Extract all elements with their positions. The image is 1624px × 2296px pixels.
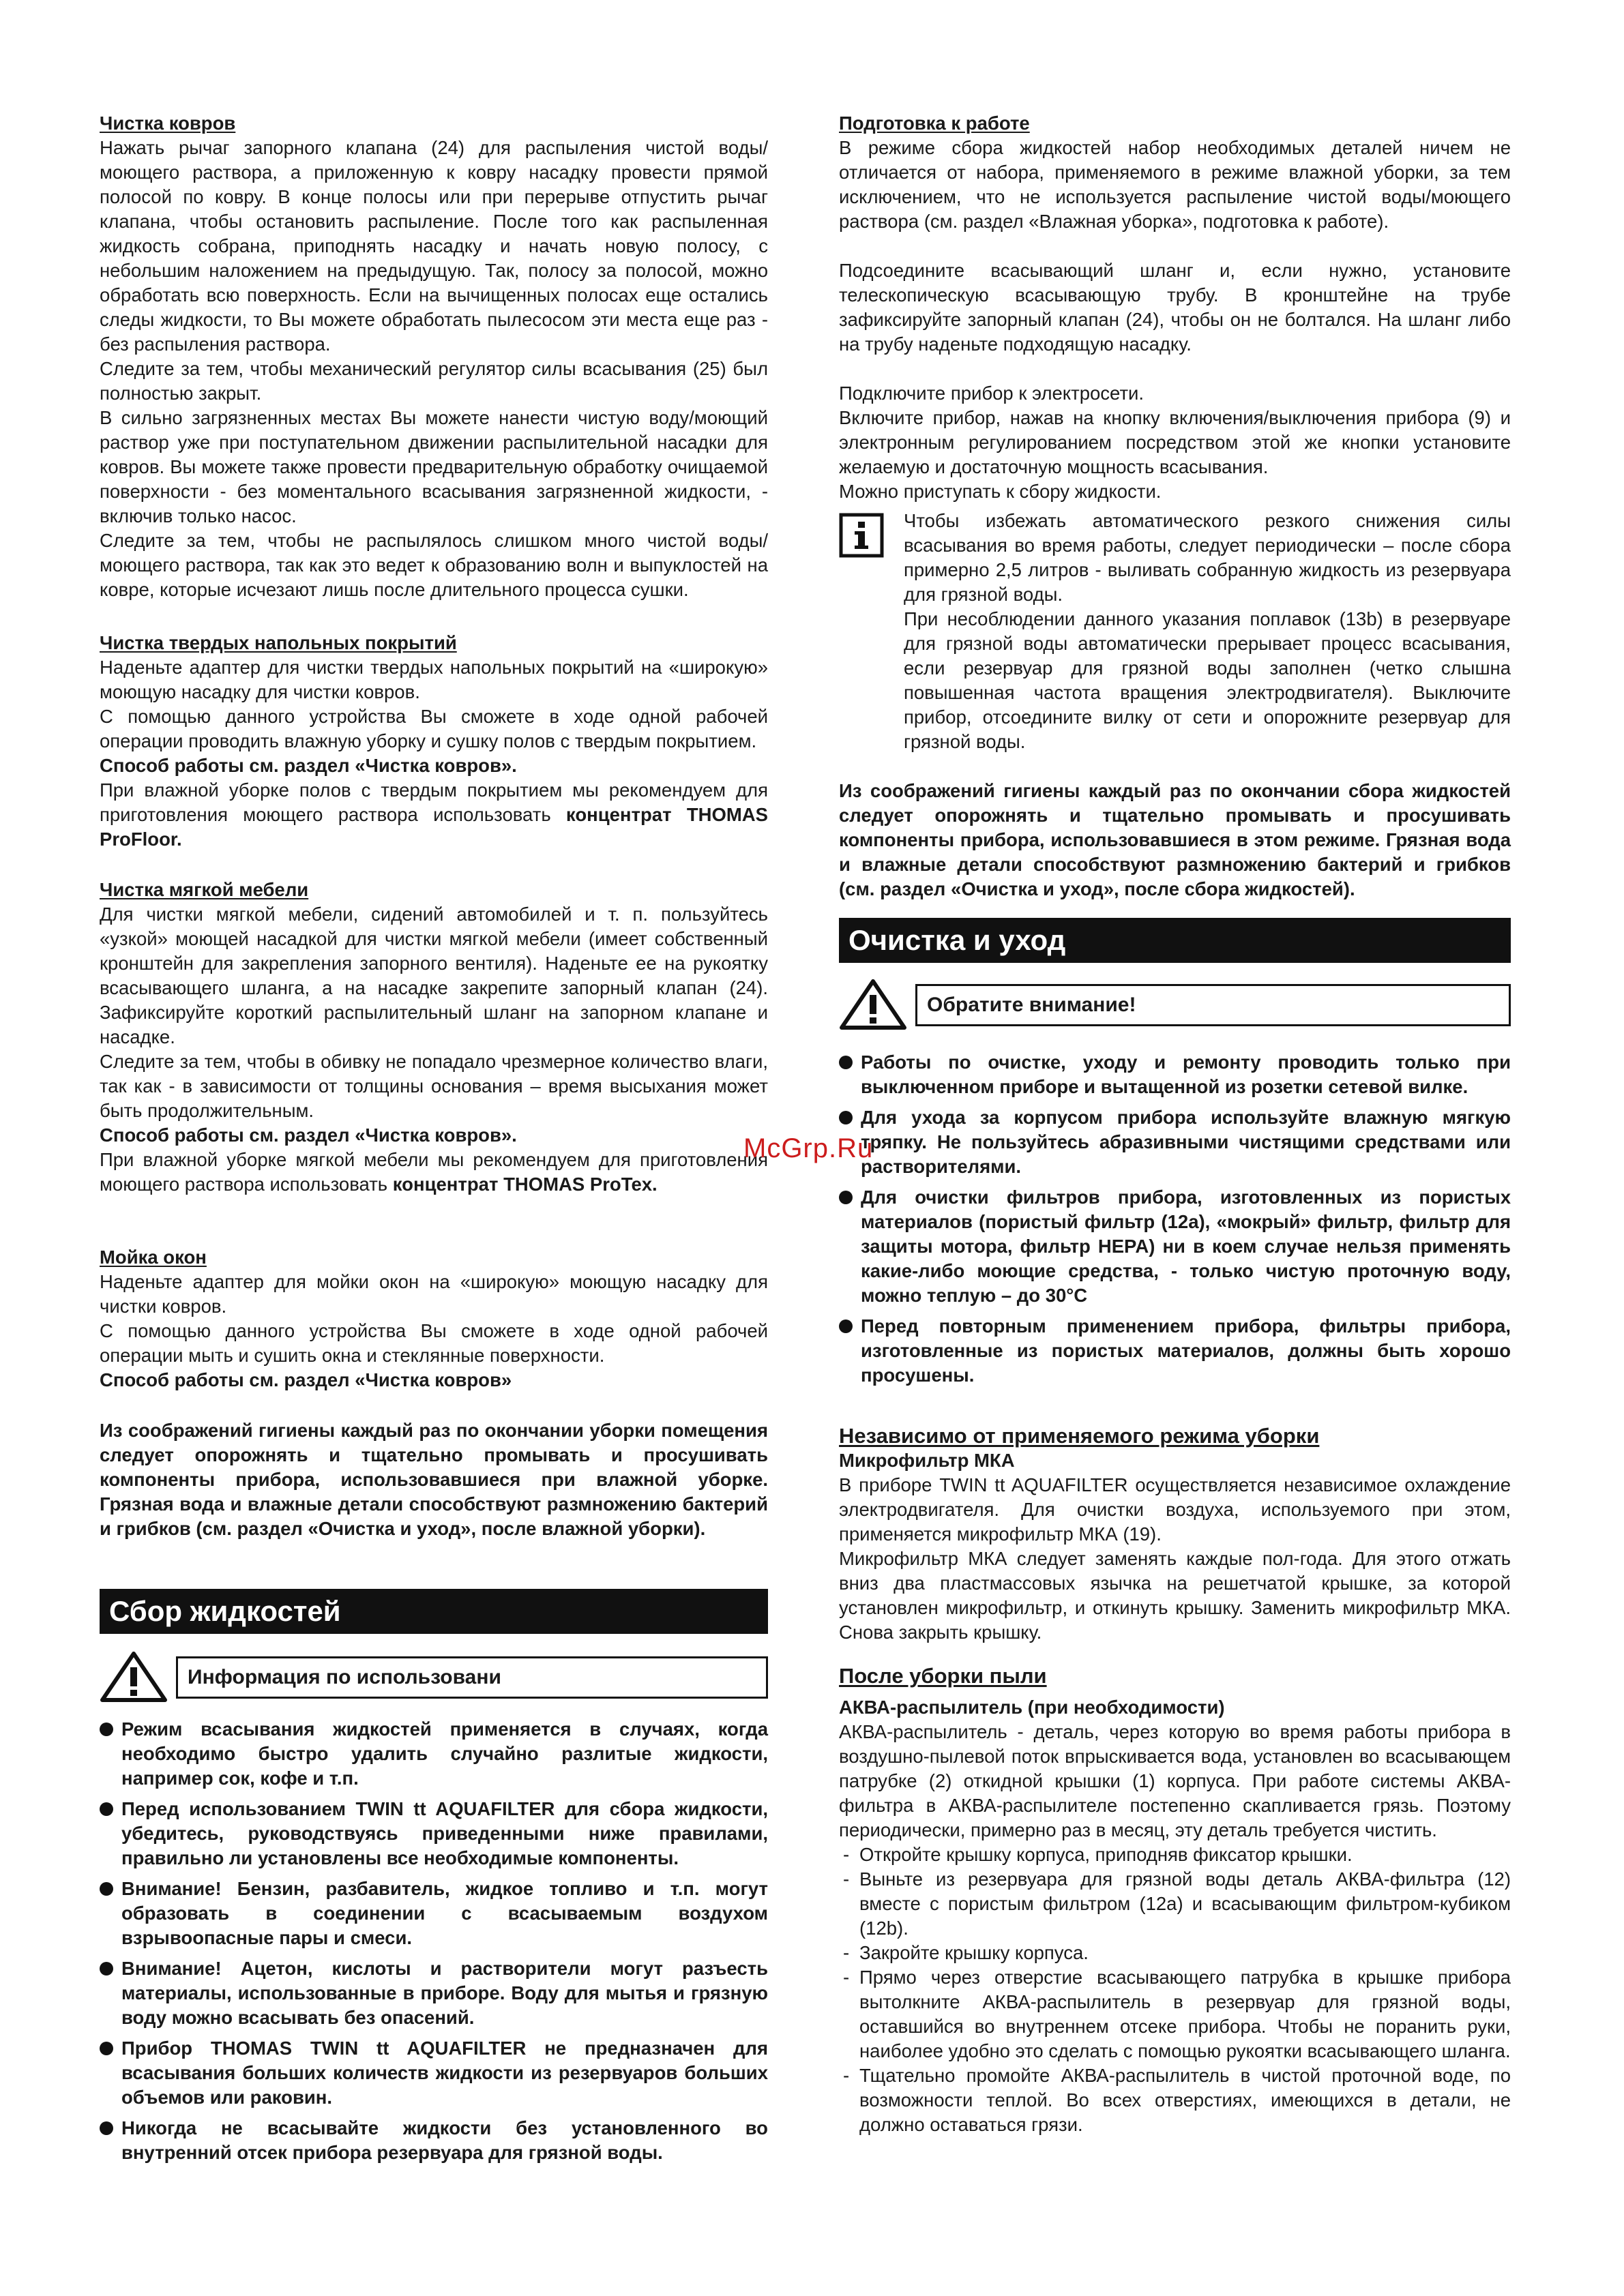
product-name: концентрат THOMAS ProFloor. — [100, 804, 768, 850]
list-item-text: Прибор THOMAS TWIN tt AQUAFILTER не предназначен для всасывания больших количеств жидкости из резервуаров больших объемов или раковин. — [121, 2038, 768, 2108]
paragraph-text: При влажной уборке полов с твердым покрытием мы рекомендуем для приготовления моющего раствора использовать — [100, 779, 768, 825]
list-item — [839, 1965, 1511, 2063]
paragraph: Наденьте адаптер для мойки окон на «широкую» моющую насадку для чистки ковров. — [100, 1271, 768, 1317]
paragraph: С помощью данного устройства Вы сможете в ходе одной рабочей операции мыть и сушить окна и стеклянные поверхности. — [100, 1320, 768, 1366]
section-heading: Подготовка к работе — [839, 113, 1030, 134]
info-note — [839, 509, 1511, 754]
warning-label: Информация по использовани — [176, 1656, 768, 1699]
bullet-icon — [100, 1962, 113, 1976]
warning-triangle-icon — [100, 1651, 168, 1703]
method-note: Способ работы см. раздел «Чистка ковров» — [100, 1369, 512, 1390]
list-item — [839, 1941, 1511, 1965]
paragraph-text: При влажной уборке мягкой мебели мы рекомендуем для приготовления моющего раствора использовать — [100, 1149, 768, 1195]
list-item — [839, 1314, 1511, 1388]
list-item — [100, 1956, 768, 2030]
method-note: Способ работы см. раздел «Чистка ковров». — [100, 755, 517, 776]
paragraph: Подсоедините всасывающий шланг и, если нужно, установите телескопическую всасывающую трубу. В кронштейне на трубе зафиксируйте запорный клапан (24), чтобы он не болтался. На шланг либо на трубу наденьте подходящую насадку. — [839, 260, 1511, 355]
paragraph: Включите прибор, нажав на кнопку включения/выключения прибора (9) и электронным регулированием посредством этой же кнопки установите желаемую и достаточную мощность всасывания. — [839, 407, 1511, 477]
steps-list — [839, 1843, 1511, 2137]
upholstery-section — [100, 878, 768, 1197]
list-item — [100, 1717, 768, 1791]
dash-marker: - — [843, 2065, 850, 2086]
care-warning — [839, 979, 1511, 1030]
bullet-icon — [839, 1056, 853, 1069]
section-heading: Мойка окон — [100, 1247, 207, 1268]
independent-mode-section — [839, 1424, 1511, 1645]
hygiene-note: Из соображений гигиены каждый раз по окончании уборки помещения следует опорожнять и тщательно промывать и просушивать компоненты прибора, использовавшиеся при влажной уборке. Грязная вода и влажные детали способствуют размножению бактерий и грибков (см. раздел «Очистка и уход», после влажной уборки). — [100, 1420, 768, 1539]
bullet-icon — [100, 2121, 113, 2135]
list-item — [839, 1050, 1511, 1099]
hard-floor-section — [100, 631, 768, 852]
paragraph: Чтобы избежать автоматического резкого снижения силы всасывания во время работы, следует периодически – после сбора примерно 2,5 литров - выливать собранную жидкость из резервуара для грязной воды. — [904, 510, 1511, 605]
list-item-text: Для ухода за корпусом прибора используйте влажную мягкую тряпку. Не пользуйтесь абразивными чистящими средствами или растворителями. — [861, 1107, 1511, 1177]
paragraph: Для чистки мягкой мебели, сидений автомобилей и т. п. пользуйтесь «узкой» моющей насадкой для чистки мягкой мебели (имеет собственный кронштейн для закрепления запорного вентиля). Наденьте ее на рукоятку всасывающего шланга, а на насадке закрепите запорный клапан (24). Зафиксируйте короткий распылительный шланг на запорном клапане и насадке. — [100, 904, 768, 1047]
paragraph: Можно приступать к сбору жидкости. — [839, 481, 1162, 502]
after-dust-section — [839, 1664, 1511, 2137]
paragraph: Следите за тем, чтобы механический регулятор силы всасывания (25) был полностью закрыт. — [100, 358, 768, 404]
bullet-icon — [839, 1191, 853, 1204]
usage-info-warning — [100, 1651, 768, 1703]
list-item-text: Никогда не всасывайте жидкости без установленного во внутренний отсек прибора резервуара для грязной воды. — [121, 2117, 768, 2163]
paragraph — [100, 778, 768, 852]
list-item-text: Перед повторным применением прибора, фильтры прибора, изготовленные из пористых материалов, должны быть хорошо просушены. — [861, 1315, 1511, 1386]
section-heading: Чистка мягкой мебели — [100, 879, 309, 900]
list-item-text: Прямо через отверстие всасывающего патрубка в крышке прибора вытолкните АКВА-распылитель в резервуар для грязной воды, оставшийся во внутреннем отсеке прибора. Чтобы не поранить руки, наиболее удобно это сделать с помощью рукоятки всасывающего шланга. — [859, 1967, 1511, 2061]
bullet-icon — [839, 1320, 853, 1333]
section-heading: Независимо от применяемого режима уборки — [839, 1424, 1320, 1448]
paragraph — [100, 1148, 768, 1197]
info-icon — [839, 513, 884, 558]
list-item — [839, 1843, 1511, 1867]
paragraph: В режиме сбора жидкостей набор необходимых деталей ничем не отличается от набора, применяемого в режиме влажной уборки, за тем исключением, что не используется распыление чистой воды/моющего раствора (см. раздел «Влажная уборка», подготовка к работе). — [839, 137, 1511, 232]
paragraph: Следите за тем, чтобы в обивку не попадало чрезмерное количество влаги, так как - в зависимости от толщины основания – время высыхания может быть продолжительным. — [100, 1051, 768, 1121]
dash-marker: - — [843, 1967, 850, 1988]
section-heading: Чистка ковров — [100, 113, 236, 134]
window-cleaning-section — [100, 1245, 768, 1392]
paragraph: Микрофильтр МКА следует заменять каждые пол-года. Для этого отжать вниз два пластмассовых язычка на решетчатой крышке, за которой установлен микрофильтр, и откинуть крышку. Заменить микрофильтр МКА. Снова закрыть крышку. — [839, 1548, 1511, 1643]
list-item-text: Внимание! Бензин, разбавитель, жидкое топливо и т.п. могут образовать в соединении с всасываемым воздухом взрывоопасные пары и смеси. — [121, 1878, 768, 1948]
paragraph: В приборе TWIN tt AQUAFILTER осуществляется независимое охлаждение электродвигателя. Для очистки воздуха, используемого при этом, применяется микрофильтр МКА (19). — [839, 1474, 1511, 1545]
paragraph: С помощью данного устройства Вы сможете в ходе одной рабочей операции проводить влажную уборку и сушку полов с твердым покрытием. — [100, 706, 768, 751]
paragraph: В сильно загрязненных местах Вы можете нанести чистую воду/моющий раствор уже при поступательном движении распылительной насадки для ковров. Вы можете также провести предварительную обработку очищаемой поверхности - без моментального всасывания загрязненной жидкости, - включив только насос. — [100, 407, 768, 526]
info-note-body — [904, 509, 1511, 754]
list-item-text: Внимание! Ацетон, кислоты и растворители могут разъесть материалы, использованные в приборе. Воду для мытья и грязную воду можно всасывать без опасений. — [121, 1958, 768, 2028]
subheading: Микрофильтр МКА — [839, 1450, 1015, 1471]
care-bullets — [839, 1050, 1511, 1394]
bullet-icon — [100, 1882, 113, 1896]
liquid-collection-bullets — [100, 1717, 768, 2171]
bullet-icon — [100, 1723, 113, 1736]
paragraph: Подключите прибор к электросети. — [839, 383, 1145, 404]
method-note: Способ работы см. раздел «Чистка ковров». — [100, 1124, 517, 1146]
list-item-text: Перед использованием TWIN tt AQUAFILTER для сбора жидкости, убедитесь, руководствуясь приведенными ниже правилами, правильно ли установлены все необходимые компоненты. — [121, 1798, 768, 1868]
list-item — [839, 1867, 1511, 1941]
list-item — [839, 1185, 1511, 1308]
list-item — [839, 1105, 1511, 1179]
list-item-text: Откройте крышку корпуса, приподняв фиксатор крышки. — [859, 1844, 1353, 1865]
paragraph: Наденьте адаптер для чистки твердых напольных покрытий на «широкую» моющую насадку для чистки ковров. — [100, 657, 768, 702]
list-item-text: Режим всасывания жидкостей применяется в случаях, когда необходимо быстро удалить случайно разлитые жидкости, например сок, кофе и т.п. — [121, 1718, 768, 1789]
watermark: McGrp.Ru — [743, 1133, 874, 1163]
care-section-header: Очистка и уход — [839, 918, 1511, 963]
list-item — [100, 1877, 768, 1950]
hygiene-note: Из соображений гигиены каждый раз по окончании сбора жидкостей следует опорожнять и тщательно промывать и просушивать компоненты прибора, использовавшиеся в этом режиме. Грязная вода и влажные детали способствуют размножению бактерий и грибков (см. раздел «Очистка и уход», после сбора жидкостей). — [839, 780, 1511, 899]
paragraph: АКВА-распылитель - деталь, через которую во время работы прибора в воздушно-пылевой поток впрыскивается вода, установлен во всасывающем патрубке (2) откидной крышки (1) корпуса. При работе системы АКВА-фильтра в АКВА-распылителе постепенно скапливается грязь. Поэтому периодически, примерно раз в месяц, эту деталь требуется чистить. — [839, 1721, 1511, 1840]
carpet-cleaning-section — [100, 111, 768, 602]
dash-marker: - — [843, 1868, 850, 1890]
paragraph: Следите за тем, чтобы не распылялось слишком много чистой воды/ моющего раствора, так как это ведет к образованию волн и выпуклостей на ковре, которые исчезают лишь после длительного процесса сушки. — [100, 530, 768, 600]
list-item-text: Закройте крышку корпуса. — [859, 1942, 1089, 1963]
paragraph: При несоблюдении данного указания поплавок (13b) в резервуаре для грязной воды автоматически прерывает процесс всасывания, если резервуар для грязной воды заполнен (четко слышна повышенная частота вращения электродвигателя). Выключите прибор, отсоедините вилку от сети и опорожните резервуар для грязной воды. — [904, 608, 1511, 752]
dash-marker: - — [843, 1942, 850, 1963]
section-heading: Чистка твердых напольных покрытий — [100, 632, 457, 653]
subheading: АКВА-распылитель (при необходимости) — [839, 1697, 1225, 1718]
list-item — [100, 2036, 768, 2110]
list-item — [839, 2063, 1511, 2137]
bullet-icon — [839, 1111, 853, 1124]
list-item — [100, 1797, 768, 1870]
preparation-section — [839, 111, 1511, 504]
product-name: концентрат THOMAS ProTex. — [392, 1174, 658, 1195]
list-item-text: Работы по очистке, уходу и ремонту проводить только при выключенном приборе и вытащенной из розетки сетевой вилке. — [861, 1052, 1511, 1097]
list-item-text: Тщательно промойте АКВА-распылитель в чистой проточной воде, по возможности теплой. Во всех отверстиях, имеющихся в детали, не должно оставаться грязи. — [859, 2065, 1511, 2135]
list-item — [100, 2116, 768, 2165]
liquid-collection-header: Сбор жидкостей — [100, 1589, 768, 1634]
paragraph: Нажать рычаг запорного клапана (24) для распыления чистой воды/ моющего раствора, а приложенную к ковру насадку провести прямой полосой по ковру. В конце полосы или при перерыве отпустить рычаг клапана, чтобы остановить распыление. После того как распыленная жидкость собрана, приподнять насадку и начать новую полосу, с небольшим наложением на предыдущую. Так, полосу за полосой, можно обработать всю поверхность. Если на вычищенных полосах еще остались следы жидкости, то Вы можете обработать пылесосом эти места еще раз - без распыления раствора. — [100, 137, 768, 355]
section-heading: После уборки пыли — [839, 1664, 1047, 1688]
warning-triangle-icon — [839, 979, 907, 1030]
bullet-icon — [100, 2042, 113, 2055]
dash-marker: - — [843, 1844, 850, 1865]
warning-label: Обратите внимание! — [915, 984, 1511, 1026]
list-item-text: Для очистки фильтров прибора, изготовленных из пористых материалов (пористый фильтр (12a), «мокрый» фильтр, фильтр для защиты мотора, фильтр HEPA) ни в коем случае нельзя применять какие-либо моющие средства, - только чистую проточную воду, можно теплую – до 30°C — [861, 1187, 1511, 1306]
bullet-icon — [100, 1802, 113, 1816]
list-item-text: Выньте из резервуара для грязной воды деталь АКВА-фильтра (12) вместе с пористым фильтром (12a) и всасывающим фильтром-кубиком (12b). — [859, 1868, 1511, 1939]
